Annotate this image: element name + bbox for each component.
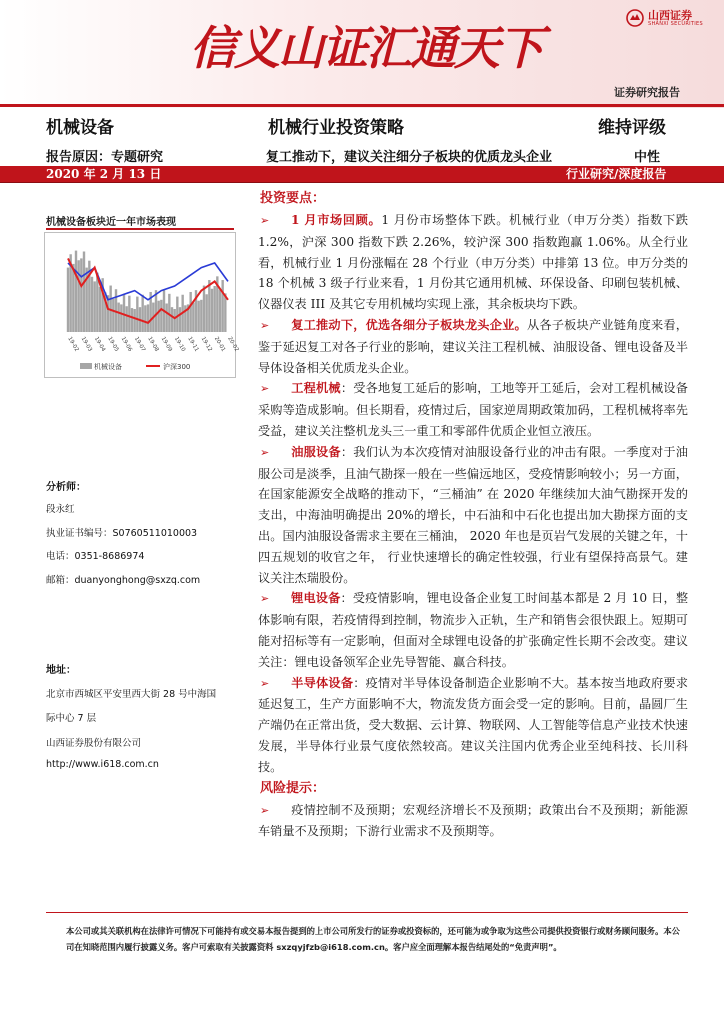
volume-bar <box>120 304 122 332</box>
volume-bar <box>93 281 95 332</box>
bullet-arrow-icon: ➢ <box>260 382 270 396</box>
highlight-lead: 锂电设备 <box>291 591 341 606</box>
volume-bar <box>165 303 167 332</box>
highlight-item <box>258 673 688 778</box>
highlight-lead: 1 月市场回顾。 <box>291 213 382 227</box>
header-slogan: 信义山证汇通天下 <box>190 21 542 75</box>
address-line-1: 北京市西城区平安里西大街 28 号中海国 <box>46 689 217 700</box>
legend-label-hs300: 沪深300 <box>163 363 191 371</box>
bullet-arrow-icon: ➢ <box>260 318 270 332</box>
x-tick-label: 19-11 <box>186 336 200 353</box>
volume-bar <box>144 305 146 332</box>
x-tick-label: 19-08 <box>146 336 160 353</box>
highlight-item <box>258 210 688 315</box>
rating-label: 维持评级 <box>598 118 666 138</box>
volume-bar <box>173 309 175 332</box>
analyst-label: 分析师： <box>46 482 86 493</box>
investment-highlights <box>258 190 688 842</box>
volume-bar <box>171 307 173 332</box>
x-tick-label: 19-12 <box>199 336 213 353</box>
volume-bar <box>131 308 133 332</box>
x-tick-label: 19-05 <box>106 336 120 353</box>
volume-bar <box>67 268 69 332</box>
volume-bar <box>80 258 82 332</box>
logo-name-cn: 山西证券 <box>648 8 692 22</box>
report-category: 行业研究/深度报告 <box>566 167 667 181</box>
volume-bar <box>133 309 135 332</box>
volume-bar <box>125 306 127 332</box>
highlight-text: ：我们认为本次疫情对油服设备行业的冲击有限。一季度对于油服公司是淡季，且油气勘探一般在一些偏远地区，受疫情影响较小；另一方面，在国家能源安全战略的推动下，“三桶油” 在 2020 年继续加大油气勘探开发的支出，中海油明确提出 20%的增长，中石油和中石化也提出加大勘探方面的支出。国内油服设备需求主要在三桶油， 2020 年也是页岩气发展的关键之年，十四五规划的收官之年， 行业快速增长的确定性较强，行业有望保持高景气。建议关注杰瑞股份。 <box>258 444 688 585</box>
chart-title-divider <box>46 228 234 230</box>
highlights-heading: 投资要点： <box>260 191 326 206</box>
logo-name-en: SHANXI SECURITIES <box>648 20 703 27</box>
x-tick-label: 19-04 <box>92 336 107 353</box>
volume-bar <box>155 290 157 332</box>
company-website[interactable]: http://www.i618.com.cn <box>46 759 159 770</box>
volume-bar <box>107 295 109 332</box>
industry-name: 机械设备 <box>46 118 114 138</box>
header-divider <box>0 104 724 107</box>
highlight-text: 1 月份市场整体下跌。机械行业（申万分类）指数下跌 1.2%，沪深 300 指数下跌 2.26%，较沪深 300 指数跑赢 1.06%。从全行业看，机械行业 1 月份涨幅在 28 个行业（申万分类）中排第 13 位。申万分类的 18 个机械 3 级子行业来看，1 月份其它通用机械、环保设备、印刷包装机械、仪器仪表 III 及其它专用机械均实现上涨，其余板块均下跌。 <box>258 213 688 312</box>
highlight-item <box>258 378 688 441</box>
x-tick-label: 19-02 <box>66 336 80 353</box>
legend-label-machinery: 机械设备 <box>94 363 122 371</box>
highlight-item <box>258 588 688 672</box>
report-strategy-title: 机械行业投资策略 <box>268 118 404 138</box>
volume-bar <box>205 294 207 332</box>
highlight-text: ：受疫情影响，锂电设备企业复工时间基本都是 2 月 10 日，整体影响有限，若疫情得到控制，物流步入正轨，生产和销售会很快跟上。短期可能对招标等有一定影响，但面对全球锂电设备的扩张确定性长期不会改变。建议关注：锂电设备领军企业先导智能、赢合科技。 <box>258 591 688 669</box>
bullet-arrow-icon: ➢ <box>260 803 270 817</box>
highlight-item <box>258 315 688 378</box>
address-line-2: 际中心 7 层 <box>46 713 97 724</box>
volume-bar <box>136 297 138 332</box>
volume-bar <box>224 293 226 332</box>
volume-bar <box>147 304 149 332</box>
analyst-email[interactable]: 邮箱：duanyonghong@sxzq.com <box>46 575 201 586</box>
x-tick-label: 20-01 <box>212 336 227 353</box>
volume-bar <box>117 303 119 332</box>
volume-bar <box>176 297 178 332</box>
analyst-name: 段永红 <box>46 504 75 515</box>
legend-swatch-bars <box>80 363 92 369</box>
volume-bar <box>83 252 85 333</box>
x-tick-label: 19-03 <box>79 336 93 353</box>
market-performance-chart <box>44 232 240 378</box>
volume-bar <box>189 292 191 332</box>
x-tick-label: 19-09 <box>159 336 173 353</box>
volume-bar <box>157 301 159 332</box>
x-tick-label: 19-06 <box>119 336 133 353</box>
volume-bar <box>208 280 210 332</box>
volume-bar <box>123 294 125 332</box>
address-label: 地址： <box>46 665 76 676</box>
company-logo <box>626 6 718 30</box>
x-tick-label: 19-07 <box>132 336 147 353</box>
x-tick-label: 19-10 <box>172 336 187 353</box>
bullet-arrow-icon: ➢ <box>260 445 270 459</box>
highlight-text: ：疫情对半导体设备制造企业影响不大。基本按当地政府要求延迟复工，生产方面影响不大，物流发货方面会受一定的影响。目前，晶圆厂生产端仍在正常出货，受大数据、云计算、物联网、人工智能等信息产业技术快速发展，半导体行业景气度依然较高。建议关注国内优秀企业至纯科技、长川科技。 <box>258 675 688 774</box>
bullet-arrow-icon: ➢ <box>260 214 270 227</box>
footer-disclaimer: 本公司或其关联机构在法律许可情况下可能持有或交易本报告提到的上市公司所发行的证券或投资标的，还可能为或争取为这些公司提供投资银行或财务顾问服务。本公司在知晓范围内履行披露义务。客户可索取有关披露资料 sxzqyjfzb@i618.com.cn。客户应全面理解本报告结尾处的“免责声明”。 <box>66 926 680 952</box>
report-date: 2020 年 2 月 13 日 <box>46 167 162 181</box>
volume-bar <box>75 251 77 332</box>
highlight-lead: 油服设备 <box>291 444 341 459</box>
volume-bar <box>179 307 181 332</box>
volume-bar <box>192 303 194 332</box>
analyst-phone: 电话：0351-8686974 <box>46 551 145 562</box>
risk-text: 疫情控制不及预期；宏观经济增长不及预期；政策出台不及预期；新能源车销量不及预期；下游行业需求不及预期等。 <box>258 802 688 839</box>
volume-bar <box>99 287 101 332</box>
volume-bar <box>200 300 202 332</box>
volume-bar <box>203 286 205 332</box>
volume-bar <box>112 299 114 332</box>
volume-bar <box>221 280 223 332</box>
chart-title: 机械设备板块近一年市场表现 <box>46 217 176 228</box>
volume-bar <box>160 300 162 332</box>
highlight-lead: 半导体设备 <box>291 675 354 690</box>
company-name: 山西证券股份有限公司 <box>46 738 142 749</box>
volume-bar <box>72 264 74 332</box>
highlight-item <box>258 442 688 589</box>
bullet-arrow-icon: ➢ <box>260 676 270 690</box>
page-header <box>0 0 724 108</box>
x-tick-label: 20-02 <box>226 336 240 353</box>
highlight-text: 从各子板块产业链角度来看，鉴于延迟复工对各子行业的影响，建议关注工程机械、油服设备、锂电设备及半导体设备相关优质龙头企业。 <box>258 317 688 375</box>
volume-bar <box>213 286 215 332</box>
risk-paragraph <box>258 800 688 843</box>
highlight-lead: 复工推动下，优选各细分子板块龙头企业。 <box>291 317 527 332</box>
report-reason: 报告原因：专题研究 <box>46 150 164 165</box>
volume-bar <box>211 289 213 332</box>
highlight-lead: 工程机械 <box>291 381 341 396</box>
volume-bar <box>141 295 143 332</box>
report-type-label: 证券研究报告 <box>614 86 680 99</box>
highlight-text: ：受各地复工延后的影响，工地等开工延后，会对工程机械设备采购等造成影响。但长期看，疫情过后，国家逆周期政策加码，工程机械将率先受益，建议关注整机龙头三一重工和零部件优质企业恒立液压。 <box>258 381 688 438</box>
rating-value: 中性 <box>634 150 661 165</box>
risk-heading: 风险提示： <box>260 780 326 796</box>
volume-bar <box>128 296 130 332</box>
report-headline: 复工推动下，建议关注细分子板块的优质龙头企业 <box>266 150 553 165</box>
analyst-cert: 执业证书编号：S0760511010003 <box>46 528 198 539</box>
volume-bar <box>77 260 79 332</box>
volume-bar <box>91 277 93 332</box>
bullet-arrow-icon: ➢ <box>260 592 270 606</box>
volume-bar <box>197 301 199 332</box>
volume-bar <box>219 290 221 332</box>
footer-divider <box>46 912 688 913</box>
logo-mark-icon <box>626 9 644 27</box>
